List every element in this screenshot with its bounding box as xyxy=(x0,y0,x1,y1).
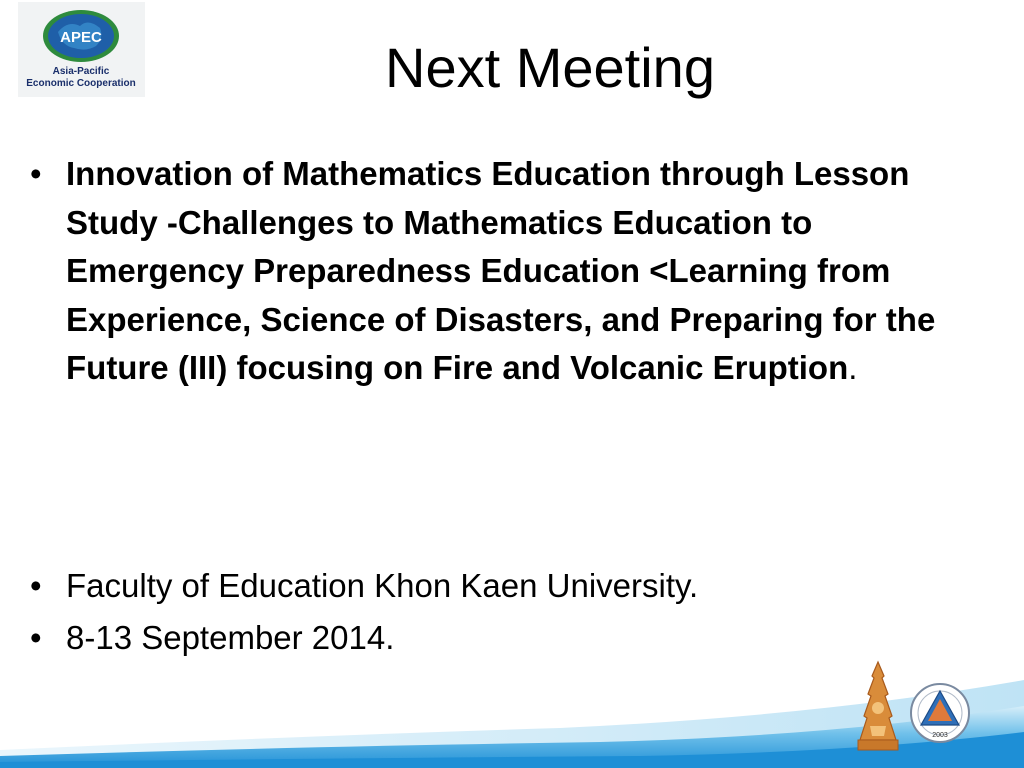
slide-title: Next Meeting xyxy=(385,36,715,99)
university-seal-icon xyxy=(854,660,902,752)
apec-logo-tagline-1: Asia-Pacific xyxy=(52,66,110,77)
bullet-list-details xyxy=(30,560,970,664)
apec-logo-tagline-2: Economic Cooperation xyxy=(26,78,136,89)
bullet-item-topic xyxy=(30,150,970,393)
bullet-item-date: • 8-13 September 2014. xyxy=(30,612,970,664)
faculty-seal-icon xyxy=(909,675,971,751)
bullet-list-main xyxy=(30,150,970,393)
topic-tail: . xyxy=(848,349,858,386)
apec-logo-name: APEC xyxy=(60,29,102,46)
bullet-item-venue: • Faculty of Education Khon Kaen University. xyxy=(30,560,970,612)
topic-text: Innovation of Mathematics Education through Lesson Study -Challenges to Mathematics Education to Emergency Preparedness Education <Learning from Experience, Science of Disasters, and Preparing for the Future (III) focusing on Fire and Volcanic Eruption xyxy=(66,155,936,386)
faculty-seal-year: 2003 xyxy=(932,732,948,739)
apec-logo xyxy=(18,2,145,97)
